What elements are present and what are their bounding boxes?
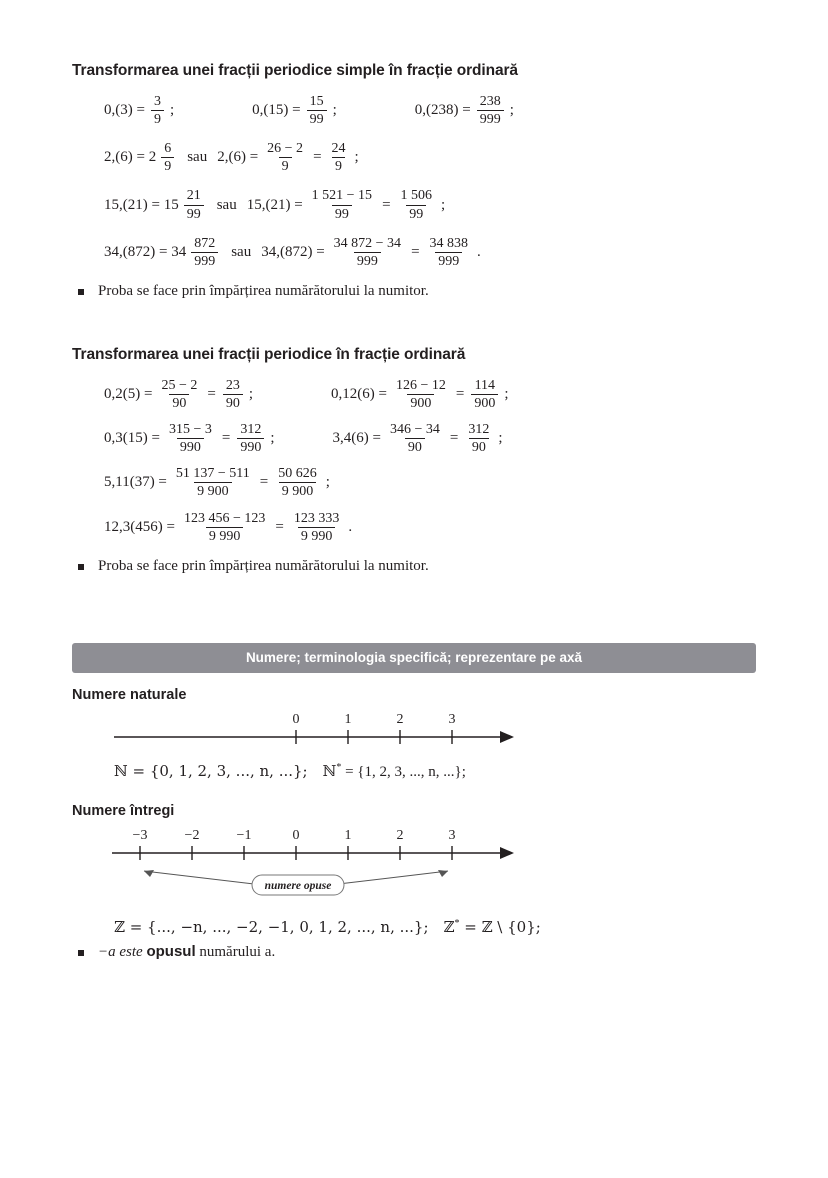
heading-simple-periodic: Transformarea unei fracții periodice simple în fracție ordinară — [72, 62, 518, 79]
axis-label: 3 — [448, 711, 456, 727]
fraction: $\frac{51 137 - 511}{9 900}$ — [175, 466, 250, 500]
equation-0-12-6: 0,12(6) = $\frac{126 - 12}{900}$ = $\frac{114}{900}$ ; — [331, 377, 509, 411]
fraction: $\frac{3}{9}$ — [151, 94, 164, 127]
math-row — [72, 378, 756, 411]
math-row — [72, 466, 756, 499]
star-superscript: * — [336, 761, 342, 773]
fraction: $\frac{872}{999}$ — [191, 236, 218, 269]
equation-3-4-6: 3,4(6) = $\frac{346 - 34}{90}$ = $\frac{312}{90}$ ; — [332, 422, 503, 456]
star-superscript: * — [454, 917, 460, 929]
equation-34-872-mixed: 34,(872) = 34 $\frac{872}{999}$ — [104, 236, 221, 269]
conjunction-sau: sau — [187, 149, 208, 166]
axis-label: 0 — [292, 827, 300, 843]
set-z-star-rest: = ℤ \ {0}; — [459, 917, 541, 936]
heading-numere-naturale: Numere naturale — [72, 686, 187, 703]
equation-2-6-formula: 2,(6) = $\frac{26 - 2}{9}$ = $\frac{24}{9}$ ; — [217, 141, 359, 175]
axis-label: 1 — [344, 711, 352, 727]
set-n-star: ℕ — [322, 761, 337, 780]
conjunction-sau: sau — [231, 243, 252, 260]
fraction: $\frac{126 - 12}{900}$ — [395, 377, 446, 411]
fraction: $\frac{1 521 - 15}{99}$ — [311, 188, 373, 222]
set-n-star-rest: = {1, 2, 3, ..., n, ...}; — [341, 763, 466, 780]
fraction: $\frac{21}{99}$ — [184, 188, 204, 221]
heading-mixed-periodic: Transformarea unei fracții periodice în fracție ordinară — [72, 345, 466, 363]
note-opposite — [72, 943, 756, 961]
set-definition-naturals — [72, 762, 756, 781]
axis-label: −2 — [184, 827, 200, 843]
axis-label: 3 — [448, 827, 456, 843]
axis-label: 0 — [292, 711, 300, 727]
fraction: $\frac{315 - 3}{990}$ — [168, 422, 212, 456]
math-row — [72, 422, 756, 455]
section-banner-numbers: Numere; terminologia specifică; reprezentare pe axă — [72, 643, 756, 673]
note-text: Proba se face prin împărțirea numărătorului la numitor. — [98, 282, 429, 299]
set-n: ℕ = {0, 1, 2, 3, ..., n, ...}; — [114, 761, 308, 780]
conjunction-sau: sau — [216, 196, 237, 213]
axis-label: −3 — [132, 827, 148, 843]
axis-label: −1 — [236, 827, 252, 843]
opposites-callout — [252, 875, 344, 895]
axis-naturals — [72, 709, 756, 756]
math-row — [72, 511, 756, 544]
note-simple-periodic — [72, 283, 756, 300]
fraction: $\frac{23}{90}$ — [223, 378, 243, 411]
math-row — [72, 188, 756, 221]
equation-12-3-456: 12,3(456) = $\frac{123 456 - 123}{9 990}$ = $\frac{123 333}{9 990}$ . — [104, 510, 353, 544]
fraction: $\frac{15}{99}$ — [307, 94, 327, 127]
fraction: $\frac{114}{900}$ — [471, 378, 498, 411]
fraction: $\frac{123 333}{9 990}$ — [293, 510, 340, 544]
axis-label: 2 — [396, 827, 404, 843]
equation-34-872-formula: 34,(872) = $\frac{34 872 - 34}{999}$ = $\frac{34 838}{999}$ . — [261, 235, 481, 269]
fraction: $\frac{6}{9}$ — [161, 141, 174, 174]
number-line-integers — [102, 825, 522, 907]
axis-integers — [72, 825, 756, 912]
math-row — [72, 141, 756, 174]
square-bullet-icon — [78, 289, 84, 295]
set-z-star: ℤ — [443, 917, 455, 936]
note-text: Proba se face prin împărțirea numărătorului la numitor. — [98, 557, 429, 574]
fraction: $\frac{25 - 2}{90}$ — [161, 377, 198, 411]
axis-label: 2 — [396, 711, 404, 727]
fraction: $\frac{34 872 - 34}{999}$ — [333, 235, 402, 269]
equation-0-3-15: 0,3(15) = $\frac{315 - 3}{990}$ = $\frac{312}{990}$ ; — [104, 422, 275, 456]
square-bullet-icon — [78, 950, 84, 956]
equation-15-21-formula: 15,(21) = $\frac{1 521 - 15}{99}$ = $\frac{1 506}{99}$ ; — [246, 188, 446, 222]
equation-5-11-37: 5,11(37) = $\frac{51 137 - 511}{9 900}$ = $\frac{50 626}{9 900}$ ; — [104, 466, 330, 500]
axis-label: 1 — [344, 827, 352, 843]
equation-0-3: 0,(3) = $\frac{3}{9}$ ; — [104, 94, 175, 128]
note-post: numărului a. — [195, 943, 276, 960]
square-bullet-icon — [78, 564, 84, 570]
fraction: $\frac{50 626}{9 900}$ — [278, 466, 317, 500]
fraction: $\frac{238}{999}$ — [477, 94, 504, 127]
note-text — [98, 943, 275, 961]
fraction: $\frac{312}{90}$ — [468, 422, 490, 456]
fraction: $\frac{312}{990}$ — [237, 422, 264, 455]
math-block-simple-periodic — [72, 94, 756, 269]
note-mixed-periodic — [72, 558, 756, 575]
equation-0-15: 0,(15) = $\frac{15}{99}$ ; — [252, 94, 337, 128]
fraction: $\frac{24}{9}$ — [331, 141, 346, 175]
equation-0-2-5: 0,2(5) = $\frac{25 - 2}{90}$ = $\frac{23}{90}$ ; — [104, 377, 253, 411]
equation-15-21-mixed: 15,(21) = 15 $\frac{21}{99}$ — [104, 188, 207, 221]
equation-0-238: 0,(238) = $\frac{238}{999}$ ; — [414, 94, 514, 128]
note-pre: −a este — [98, 943, 147, 960]
equation-2-6-mixed: 2,(6) = 2 $\frac{6}{9}$ — [104, 141, 177, 174]
opposites-label: numere opuse — [264, 879, 332, 892]
note-bold: opusul — [146, 942, 196, 960]
set-z: ℤ = {..., −n, ..., −2, −1, 0, 1, 2, ..., n, ...}; — [114, 917, 429, 936]
math-row — [72, 94, 756, 127]
fraction: $\frac{123 456 - 123}{9 990}$ — [183, 510, 266, 544]
fraction: $\frac{34 838}{999}$ — [429, 235, 469, 269]
fraction: $\frac{346 - 34}{90}$ — [389, 422, 440, 456]
math-row — [72, 236, 756, 269]
math-block-mixed-periodic — [72, 378, 756, 544]
set-definition-integers — [72, 918, 756, 937]
fraction: $\frac{26 - 2}{9}$ — [267, 141, 304, 175]
number-line-naturals — [102, 709, 522, 751]
heading-numere-intregi: Numere întregi — [72, 802, 175, 819]
fraction: $\frac{1 506}{99}$ — [400, 188, 433, 222]
